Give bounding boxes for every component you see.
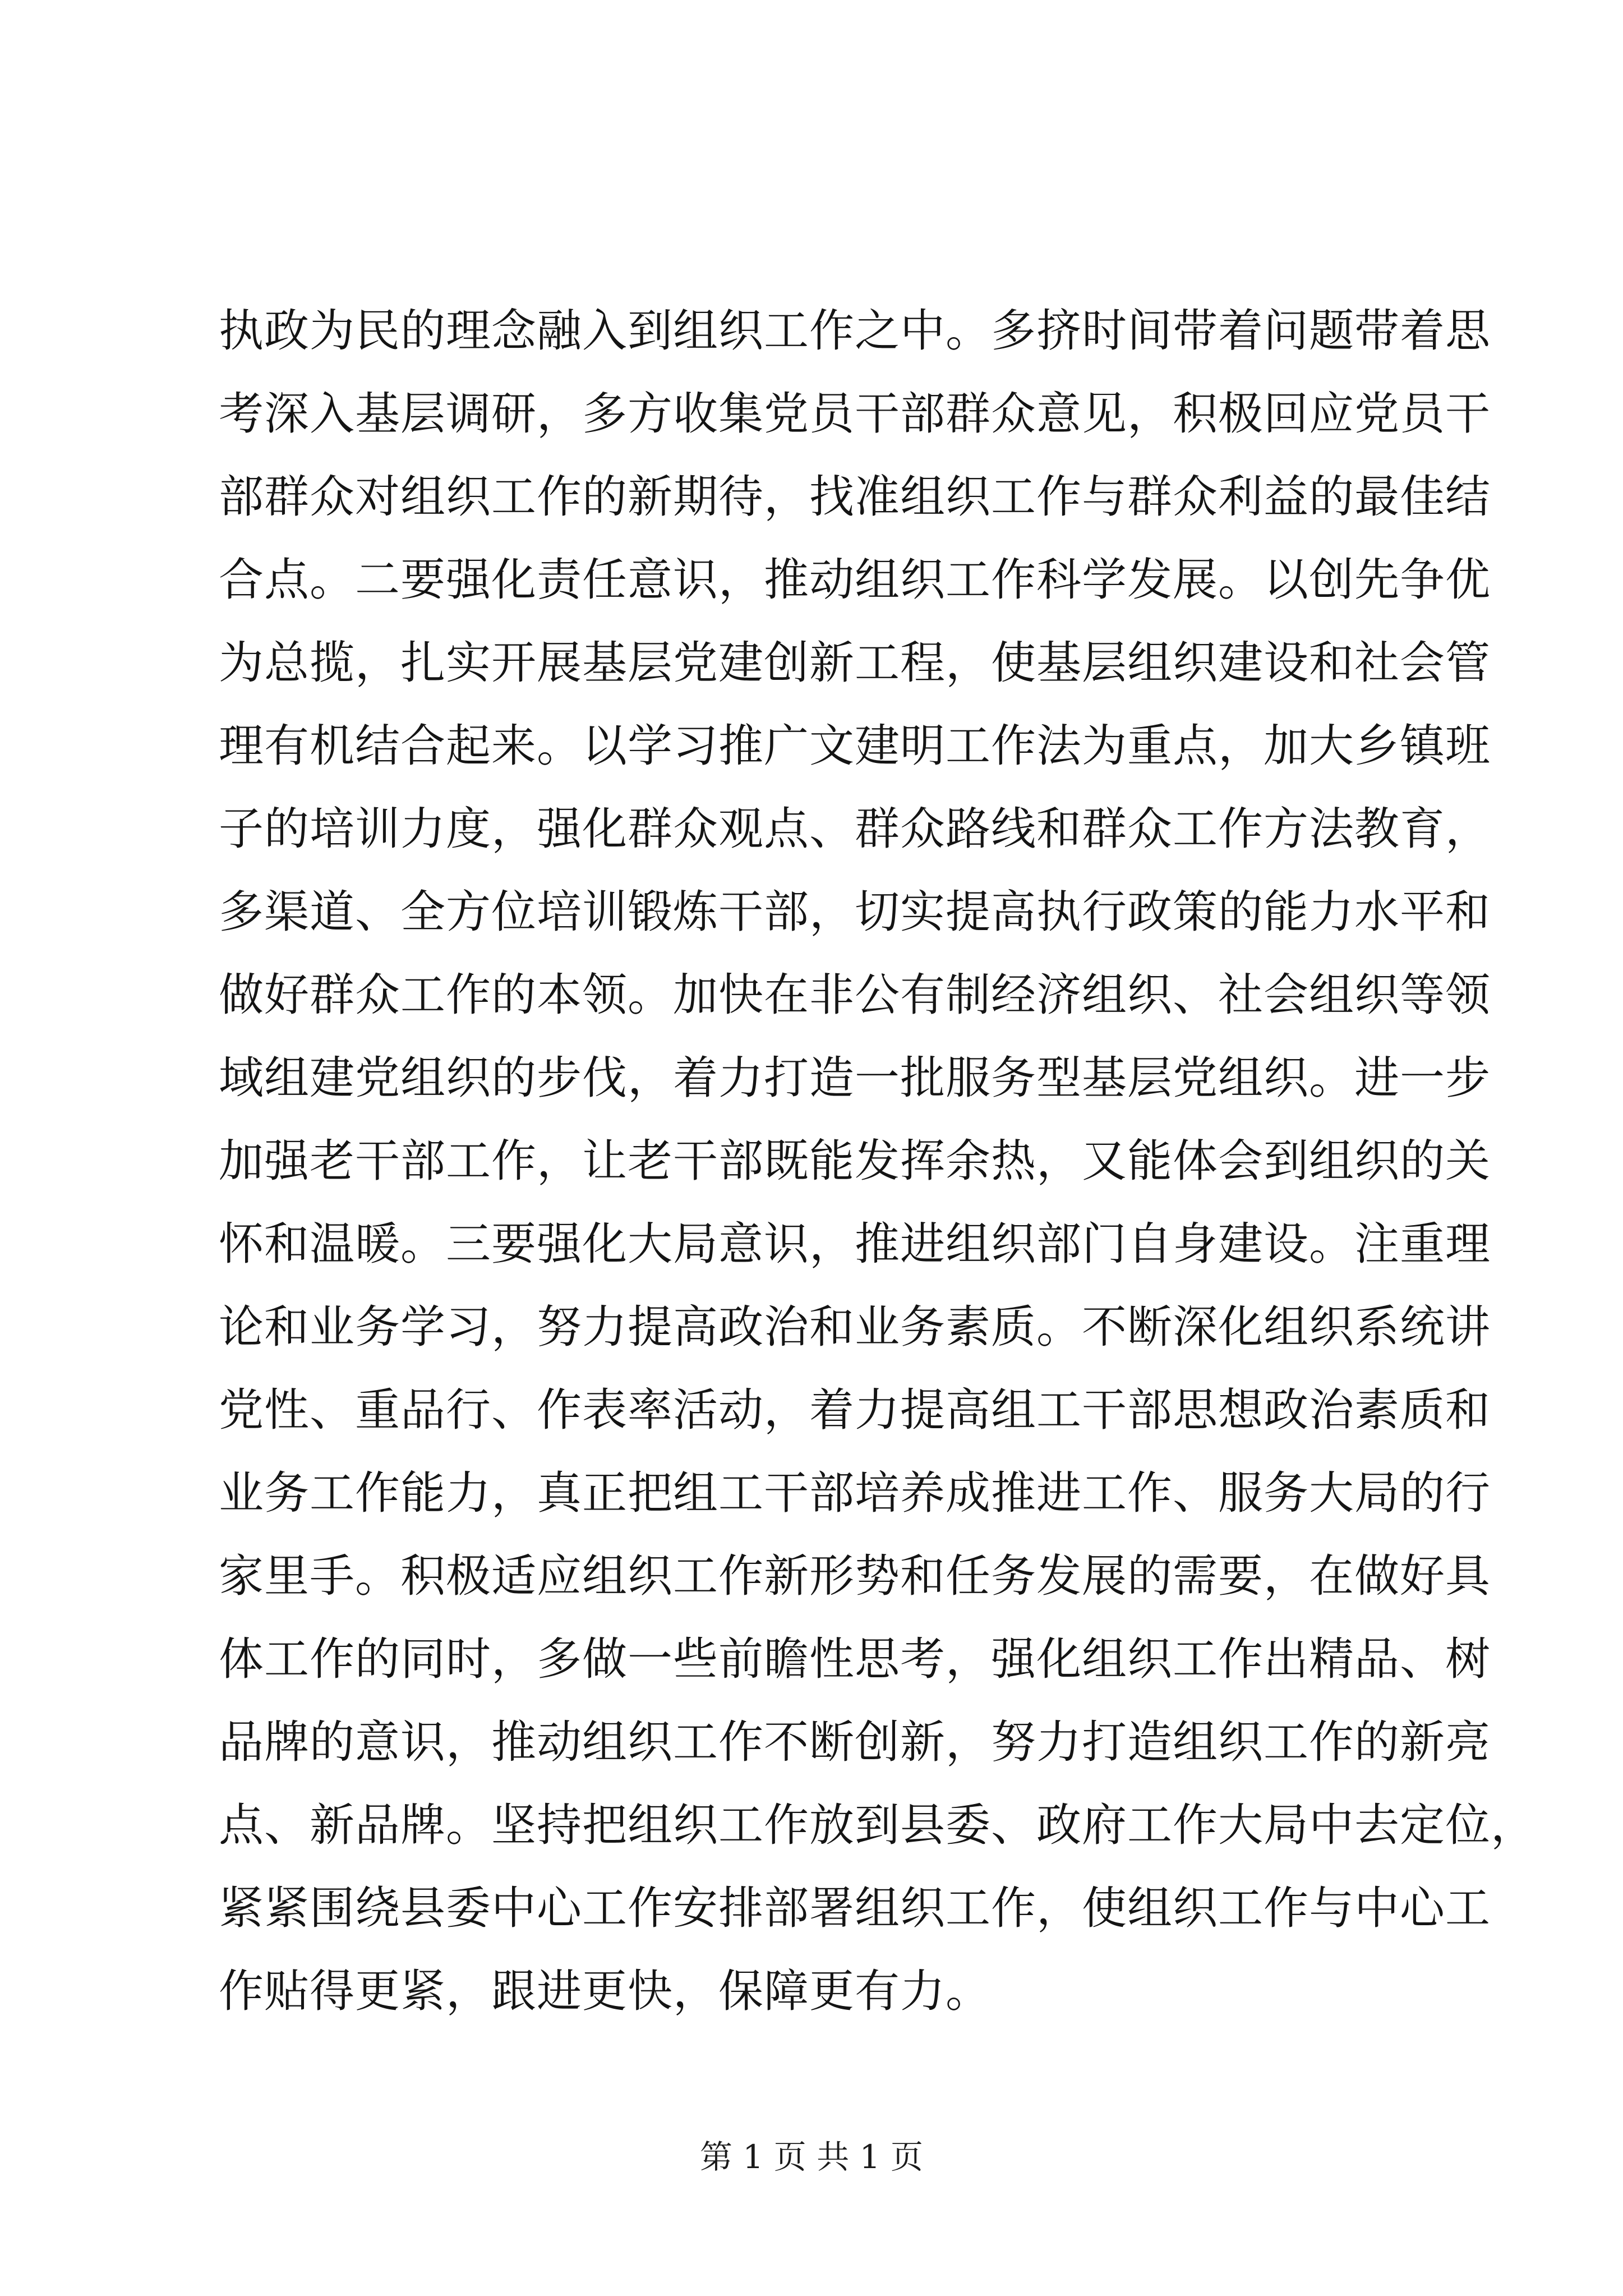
- text-line: 论和业务学习，努力提高政治和业务素质。不断深化组织系统讲: [219, 1301, 1491, 1353]
- text-line: 品牌的意识，推动组织工作不断创新，努力打造组织工作的新亮: [219, 1716, 1491, 1768]
- text-line-last: 作贴得更紧，跟进更快，保障更有力。: [219, 1965, 991, 2017]
- body-text: [219, 289, 1536, 2033]
- text-line: 域组建党组织的步伐，着力打造一批服务型基层党组织。进一步: [219, 1052, 1491, 1104]
- text-line: 理有机结合起来。以学习推广文建明工作法为重点，加大乡镇班: [219, 720, 1491, 772]
- text-line: 部群众对组织工作的新期待，找准组织工作与群众利益的最佳结: [219, 471, 1491, 523]
- text-line: 家里手。积极适应组织工作新形势和任务发展的需要，在做好具: [219, 1550, 1491, 1602]
- text-line: 做好群众工作的本领。加快在非公有制经济组织、社会组织等领: [219, 969, 1491, 1021]
- text-line: 合点。二要强化责任意识，推动组织工作科学发展。以创先争优: [219, 554, 1491, 606]
- text-line: 体工作的同时，多做一些前瞻性思考，强化组织工作出精品、树: [219, 1633, 1491, 1685]
- text-line: 怀和温暖。三要强化大局意识，推进组织部门自身建设。注重理: [219, 1218, 1491, 1270]
- text-line: 为总揽，扎实开展基层党建创新工程，使基层组织建设和社会管: [219, 637, 1491, 689]
- page-number-footer: 第 1 页 共 1 页: [700, 2138, 923, 2176]
- text-line: 党性、重品行、作表率活动，着力提高组工干部思想政治素质和: [219, 1384, 1491, 1436]
- text-line: 多渠道、全方位培训锻炼干部，切实提高执行政策的能力水平和: [219, 886, 1491, 938]
- text-line: 子的培训力度，强化群众观点、群众路线和群众工作方法教育，: [219, 803, 1491, 855]
- text-line: 加强老干部工作，让老干部既能发挥余热，又能体会到组织的关: [219, 1135, 1491, 1187]
- text-line: 执政为民的理念融入到组织工作之中。多挤时间带着问题带着思: [219, 305, 1491, 357]
- text-line: 业务工作能力，真正把组工干部培养成推进工作、服务大局的行: [219, 1467, 1491, 1519]
- text-line: 点、新品牌。坚持把组织工作放到县委、政府工作大局中去定位，: [219, 1799, 1536, 1851]
- text-line: 紧紧围绕县委中心工作安排部署组织工作，使组织工作与中心工: [219, 1882, 1491, 1934]
- text-line: 考深入基层调研，多方收集党员干部群众意见，积极回应党员干: [219, 388, 1491, 440]
